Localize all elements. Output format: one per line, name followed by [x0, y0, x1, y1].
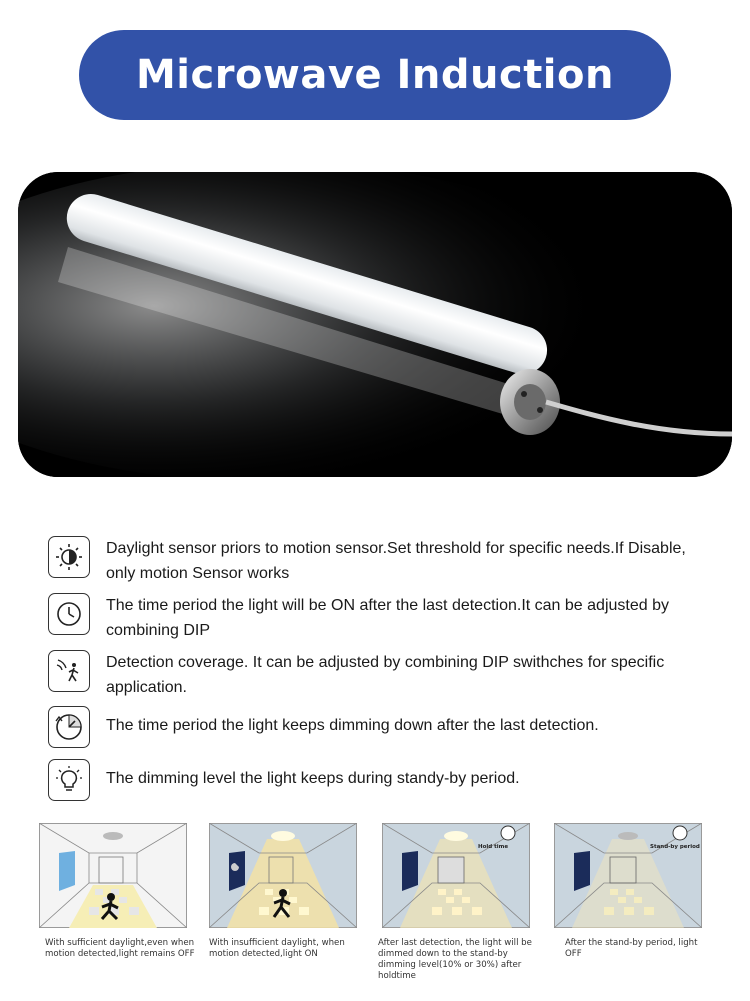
led-tube-image — [18, 172, 732, 477]
list-item — [48, 650, 728, 700]
scene-caption: After the stand-by period, light OFF — [565, 938, 698, 959]
scene-dimmed-holdtime — [382, 823, 530, 928]
scene-caption: With insufficient daylight, when motion detected,light ON — [209, 938, 345, 959]
daylight-sensor-icon — [48, 536, 90, 578]
dimming-timer-icon — [48, 706, 90, 748]
clock-icon — [48, 593, 90, 635]
product-photo — [18, 172, 732, 477]
standby-bulb-icon — [48, 759, 90, 801]
feature-text: Detection coverage. It can be adjusted by combining DIP swithches for specific application. — [106, 654, 665, 696]
scene-daylight-off — [39, 823, 187, 928]
scene-standby-off — [554, 823, 702, 928]
scene-caption: After last detection, the light will be dimmed down to the stand-by dimming level(10% or 30%) after holdtime — [378, 938, 532, 981]
hold-time-label: Hold time — [478, 844, 509, 850]
scene-caption: With sufficient daylight,even when motion detected,light remains OFF — [45, 938, 195, 959]
list-item — [48, 759, 728, 801]
list-item — [48, 706, 728, 748]
list-item — [48, 593, 728, 643]
motion-detection-icon — [48, 650, 90, 692]
page-title: Microwave Induction — [136, 52, 614, 98]
feature-text: The time period the light keeps dimming down after the last detection. — [106, 717, 599, 734]
scene-light-on — [209, 823, 357, 928]
list-item — [48, 536, 728, 586]
title-banner — [79, 30, 671, 120]
feature-text: The time period the light will be ON after the last detection.It can be adjusted by combining DIP — [106, 597, 669, 639]
feature-text: Daylight sensor priors to motion sensor.Set threshold for specific needs.If Disable, only motion Sensor works — [106, 540, 686, 582]
feature-text: The dimming level the light keeps during standy-by period. — [106, 770, 520, 787]
standby-period-label: Stand-by period — [650, 844, 700, 850]
